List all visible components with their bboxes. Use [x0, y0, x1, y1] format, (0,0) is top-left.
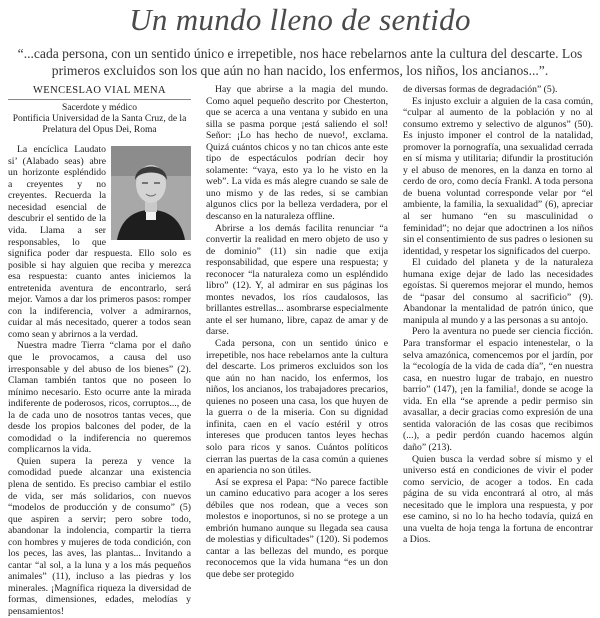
paragraph: Pero la aventura no puede ser ciencia ficción. Para transformar el espacio intenestelar, o la selva amazónica, comencemos por el jardín, por la “ecología de la vida de cada día”, “en nuestra casa, en nuestro lugar de trabajo, en nuestro barrio” (147), ¡en la familia!, donde se acoge la vida. En ella “se aprende a pedir permiso sin avasallar, a decir gracias como expresión de una sentida valoración de las cosas que recibimos (...), a pedir perdón cuando hacemos algún daño” (213).: [403, 326, 593, 453]
headline: Un mundo lleno de sentido: [129, 2, 471, 37]
paragraph: El cuidado del planeta y de la naturaleza humana exige dejar de lado las necesidades egoístas. Si queremos mejorar el mundo, hemos de “pasar del consumo al sacrificio” (9). Abandonar la mentalidad de patrón único, que manipula al mundo y a las personas a su antojo.: [403, 257, 593, 326]
article-columns: [8, 84, 596, 618]
paragraph: Nuestra madre Tierra “clama por el daño que le provocamos, a causa del uso irresponsable y del abuso de los bienes” (2). Claman también tantos que no poseen lo mínimo necesario. Esto ocurre ante la mirada indiferente de poderosos, ricos, corruptos..., de la de cada uno de nosotros tantas veces, que desde los propios balcones del poder, de la comodidad o la indiferencia no queremos complicarnos la vida.: [8, 340, 191, 456]
author-photo: [111, 146, 191, 240]
paragraph: Es injusto excluir a alguien de la casa común, “culpar al aumento de la población y no al consumo extremo y selectivo de algunos” (50). Es injusto imponer el control de la natalidad, promover la pornografía, una sexualidad cerrada en sí misma y utilitaria; difundir la prostitución y el abuso de menores, en la danza en torno al cerdo de oro, como decía Frankl. A toda persona de buena voluntad corresponde velar por “el ambiente, la familia, la sexualidad” (6), apreciar al ser humano “en su masculinidad o feminidad”; no dejar que adoctrinen a los niños sin el consentimiento de sus padres o lesionen su identidad, y respetar los significados del cuerpo.: [403, 95, 593, 257]
paragraph: La encíclica Laudato si’ (Alabado seas) abre un horizonte espléndido a creyentes y no creyentes. Recuerda la necesidad esencial de descubrir el sentido de la vida. Llama a ser responsables, lo que significa poder dar respuesta. Ello solo es posible si hay alguien que reciba y merezca esa respuesta: cuanto antes iniciemos la entretenida aventura de encontrarlo, será mejor. Vamos a dar los primeros pasos: romper con la indiferencia, volver a admirarnos, cuidar al más necesitado, querer a todos sean como sean y abrirnos a la verdad.: [8, 144, 191, 340]
author-name: WENCESLAO VIAL MENA: [8, 85, 191, 100]
subheadline-quote: “...cada persona, con un sentido único e irrepetible, nos hace rebelarnos ante la cultura del descarte. Los primeros excluidos son los que aún no han nacido, los enfermos, los niños, los ancianos...”.: [17, 46, 583, 78]
paragraph: Quien supera la pereza y vence la comodidad puede alcanzar una existencia plena de sentido. Es preciso cambiar el estilo de vida, ser más solidarios, con nuevos “modelos de producción y de consumo” (5) que aspiren a servir; pero sobre todo, abandonar la indolencia, compartir la tierra con hombres y mujeres de toda condición, con los peces, las aves, las plantas... Invitando a cantar “al sol, a la luna y a los más pequeños animales” (11), incluso a las piedras y los minerales. ¡Magnífica riqueza la diversidad de formas, dimensiones, edades, melodías y pensamientos!: [8, 455, 191, 618]
paragraph: Hay que abrirse a la magia del mundo. Como aquel pequeño descrito por Chesterton, que se acerca a una ventana y subido en una silla se pasma porque ¡está saliendo el sol! Señor: ¡Lo has hecho de nuevo!, exclama. Quizá cuántos chicos y no tan chicos ante este tipo de espectáculos podrían decir hoy solamente: “vaya, esto ya lo he visto en la web”. La vida es más alegre cuando se sale de uno mismo y de las redes, si se cambian algunos clics por la belleza verdadera, por el descanso en la naturaleza offline.: [206, 84, 388, 223]
author-role-1: Sacerdote y médico: [62, 102, 137, 113]
paragraph: Abrirse a los demás facilita renunciar “a convertir la realidad en mero objeto de uso y de dominio” (11) sin nadie que exija responsabilidad, que espere una respuesta; y reconocer “la naturaleza como un espléndido libro” (12). Y, al admirar en sus páginas los montes nevados, los ríos caudalosos, las brillantes estrellas... asombrarse especialmente ante el ser humano, libre, capaz de amar y de darse.: [206, 222, 388, 338]
paragraph: Quien busca la verdad sobre sí mismo y el universo está en condiciones de vivir el poder como servicio, de acoger a todos. En cada página de su vida encontrará al otro, al más necesitado que le implora una respuesta, y por ese camino, si no lo ha hecho todavía, quizá en una vuelta de hoja tenga la fortuna de encontrar a Dios.: [403, 453, 593, 546]
author-role-2: Pontificia Universidad de la Santa Cruz, de la Prelatura del Opus Dei, Roma: [12, 113, 187, 135]
paragraph: Así se expresa el Papa: “No parece factible un camino educativo para acoger a los seres débiles que nos rodean, que a veces son molestos e inoportunos, si no se protege a un embrión humano aunque su llegada sea causa de molestias y dificultades” (120). Si podemos cantar a las bellezas del mundo, es porque reconocemos que la vida humana “es un don que debe ser protegido: [206, 476, 388, 580]
paragraph: de diversas formas de degradación” (5).: [403, 84, 558, 95]
column-2: [206, 84, 388, 596]
paragraph: Cada persona, con un sentido único e irrepetible, nos hace rebelarnos ante la cultura del descarte. Los primeros excluidos son los que aún no han nacido, los enfermos, los niños, los ancianos, los trabajadores precarios, quienes no poseen una casa, los que huyen de la guerra o de la miseria. Con su dignidad infinita, caen en el vacío estéril y otros intereses que producen tantos leyes hechas solo para ricos y sanos. Cuántos políticos cierran las puertas de la casa común a quienes en apariencia no son útiles.: [206, 338, 388, 477]
portrait-photo-icon: [111, 146, 191, 240]
column-3: [403, 84, 593, 596]
column-1: [8, 84, 191, 618]
author-roles: [8, 103, 191, 137]
